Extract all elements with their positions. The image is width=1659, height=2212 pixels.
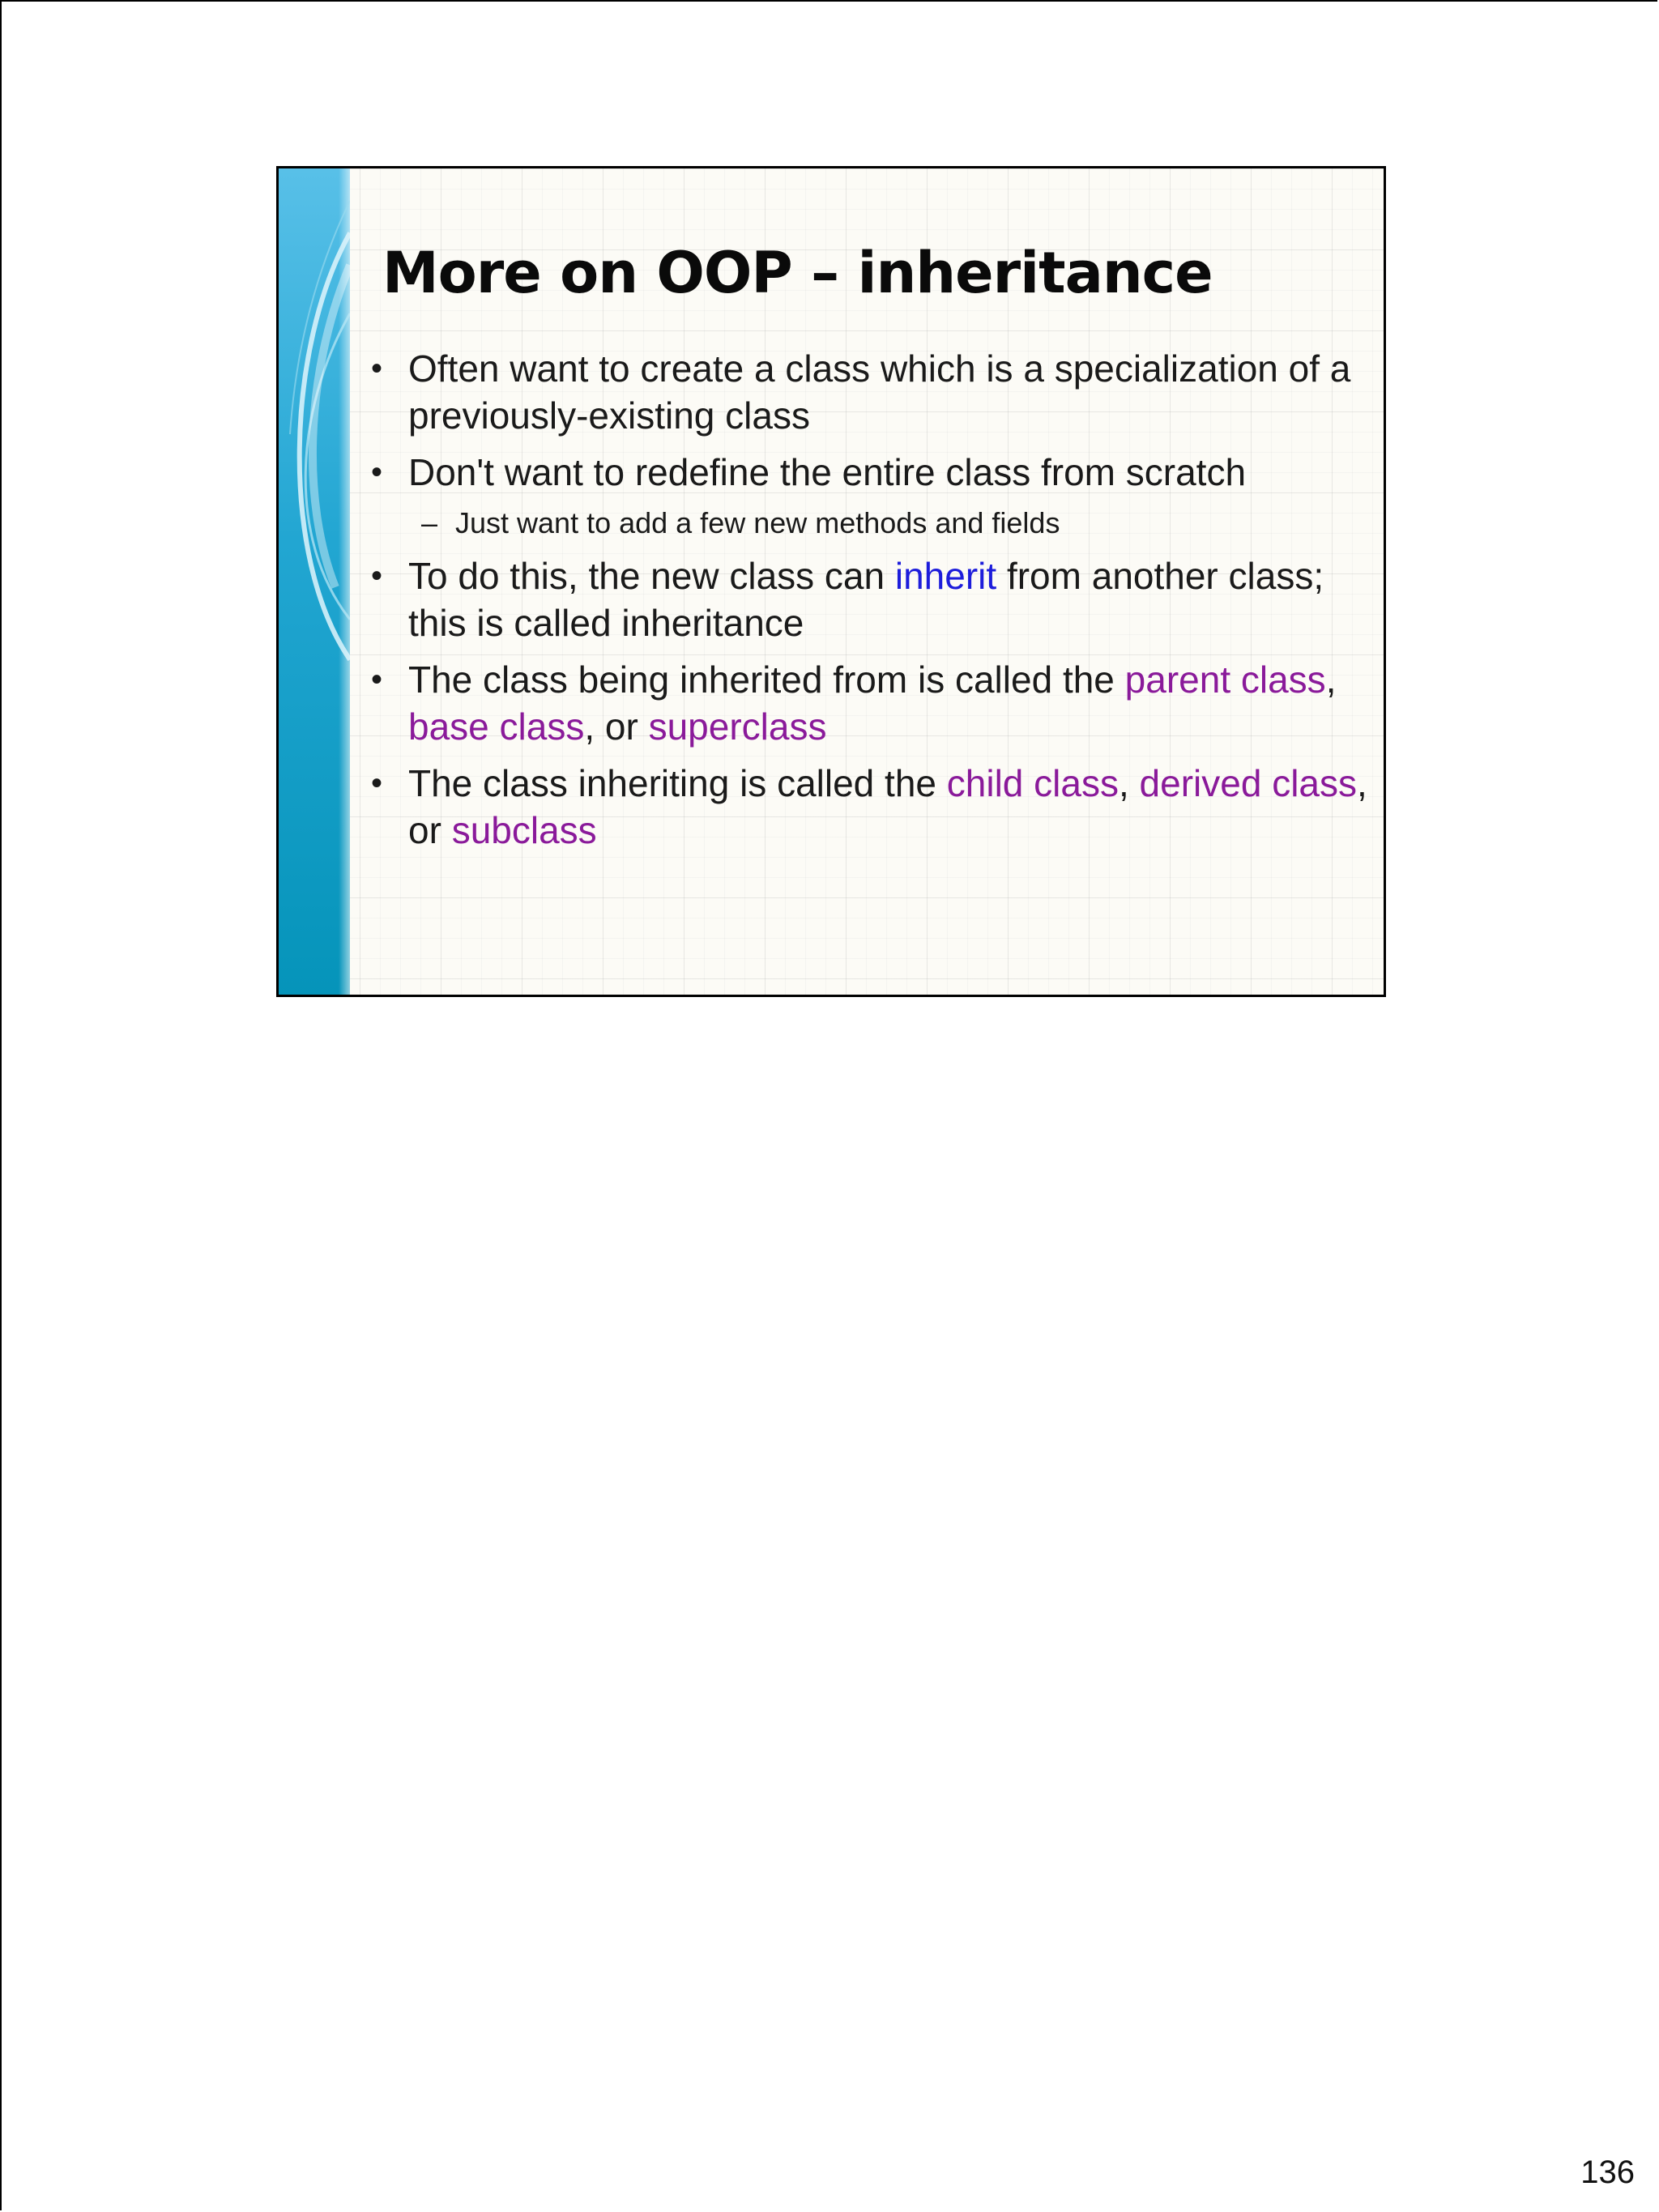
bullet-item [365,449,1377,496]
bullet-dot-icon: • [371,765,383,801]
bullet-dot-icon: • [371,662,383,697]
bullet-dot-icon: • [371,454,383,490]
bullet-dot-icon: • [371,558,383,594]
decorative-swoosh-icon [279,168,350,995]
bullet-item [365,345,1377,439]
keyword-child-class: child class [946,762,1119,804]
sub-bullet-text: Just want to add a few new methods and fields [455,506,1060,539]
sub-bullet-item [365,502,1377,544]
bullet-item [365,760,1377,854]
keyword-parent-class: parent class [1124,658,1326,701]
bullet-text: The class being inherited from is called the [408,658,1125,701]
bullet-text: Don't want to redefine the entire class from scratch [408,451,1247,493]
bullet-item [365,552,1377,646]
bullet-dot-icon: • [371,351,383,386]
separator-text: , or [408,762,1367,851]
slide-side-band [279,168,350,995]
keyword-superclass: superclass [648,705,827,748]
bullet-text: Often want to create a class which is a specialization of a previously-existing class [408,347,1351,437]
slide [276,166,1386,997]
keyword-derived-class: derived class [1139,762,1357,804]
keyword-inherit: inherit [894,555,997,597]
separator-text: , [1118,762,1140,804]
bullet-item [365,656,1377,750]
bullet-text: from another class; this is called inheritance [408,555,1324,644]
bullet-text: The class inheriting is called the [408,762,947,804]
slide-title: More on OOP – inheritance [382,240,1213,306]
separator-text: , [1325,658,1337,701]
dash-icon: – [421,506,438,539]
bullet-list [365,345,1377,863]
separator-text: , or [584,705,649,748]
page-number: 136 [1580,2154,1635,2190]
bullet-text: To do this, the new class can [408,555,895,597]
keyword-base-class: base class [408,705,585,748]
keyword-subclass: subclass [451,809,597,851]
